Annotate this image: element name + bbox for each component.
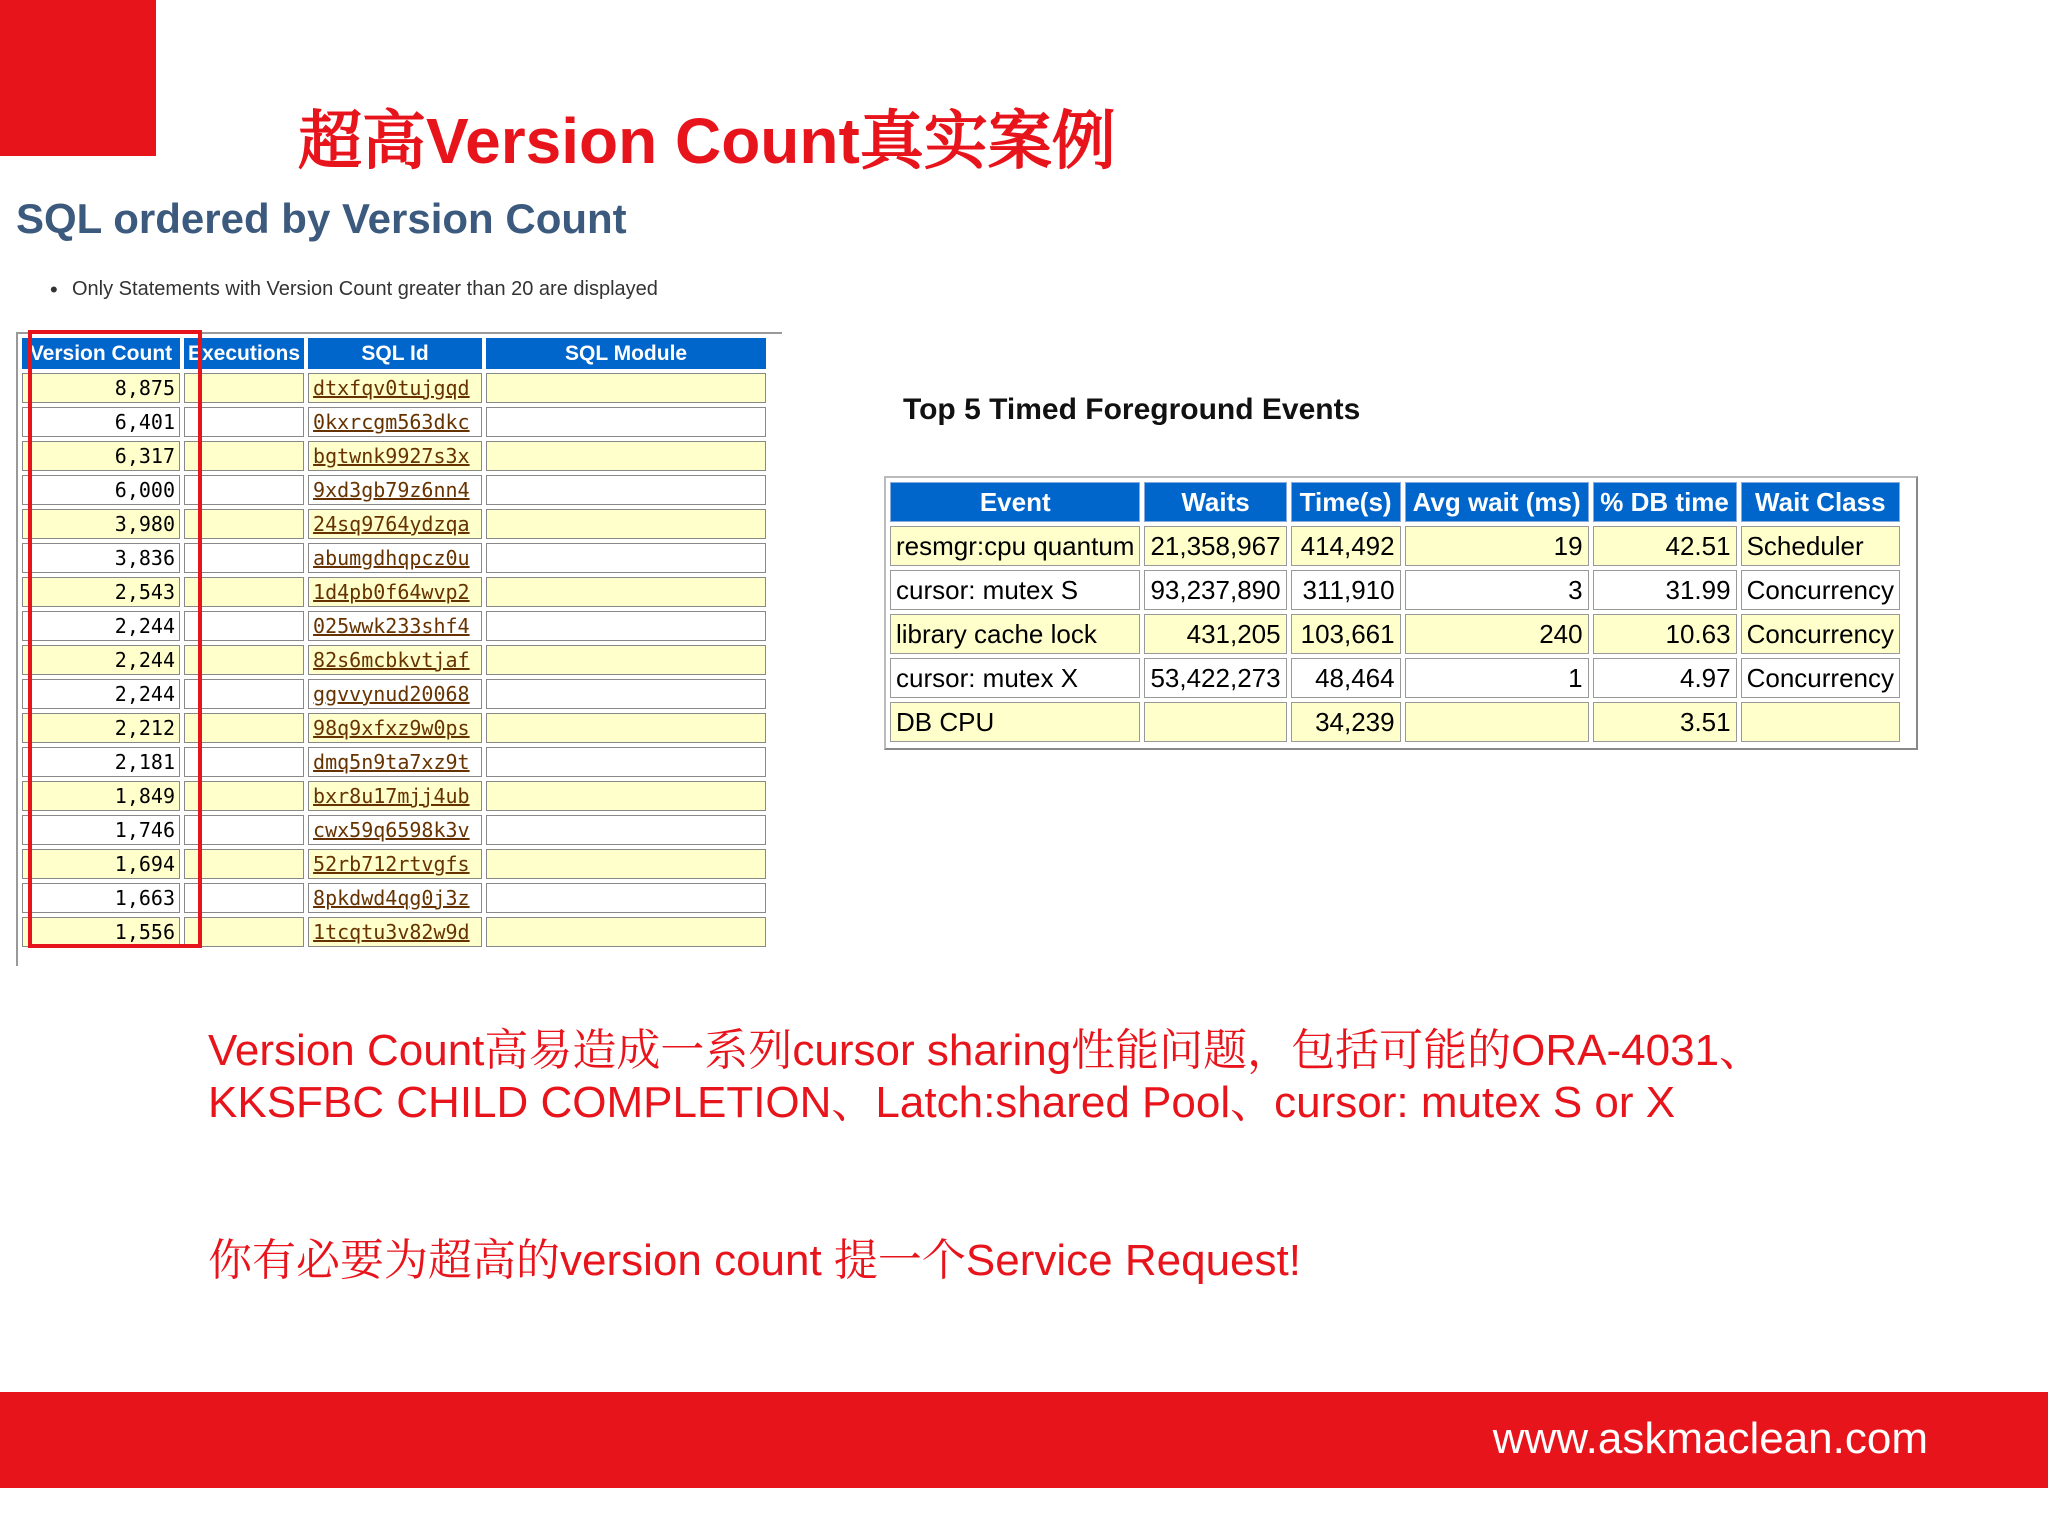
top-events-table-container xyxy=(884,476,1918,750)
cell-executions xyxy=(184,373,304,403)
cell-sql-module xyxy=(486,815,766,845)
corner-accent-block xyxy=(0,0,156,156)
cell-version-count: 8,875 xyxy=(22,373,180,403)
cell-pct-db-time: 10.63 xyxy=(1593,614,1737,654)
cell-wait-class: Concurrency xyxy=(1741,614,1900,654)
cell-wait-class: Concurrency xyxy=(1741,658,1900,698)
cell-avg-wait: 3 xyxy=(1405,570,1589,610)
cell-executions xyxy=(184,917,304,947)
cell-sql-module xyxy=(486,373,766,403)
cell-executions xyxy=(184,543,304,573)
table-row xyxy=(22,883,766,913)
version-count-table-container xyxy=(16,332,782,966)
cell-version-count: 1,556 xyxy=(22,917,180,947)
column-header-sql-id: SQL Id xyxy=(308,338,482,369)
cell-avg-wait xyxy=(1405,702,1589,742)
cell-wait-class: Scheduler xyxy=(1741,526,1900,566)
cell-pct-db-time: 31.99 xyxy=(1593,570,1737,610)
report-note: • Only Statements with Version Count greater than 20 are displayed xyxy=(72,278,658,301)
sql-id-link[interactable]: 24sq9764ydzqa xyxy=(308,509,482,539)
cell-sql-module xyxy=(486,577,766,607)
sql-id-link[interactable]: 9xd3gb79z6nn4 xyxy=(308,475,482,505)
cell-version-count: 2,244 xyxy=(22,611,180,641)
column-header-waits: Waits xyxy=(1144,482,1286,522)
cell-time: 311,910 xyxy=(1291,570,1401,610)
column-header-sql-module: SQL Module xyxy=(486,338,766,369)
cell-waits: 431,205 xyxy=(1144,614,1286,654)
cell-executions xyxy=(184,441,304,471)
footer-bar xyxy=(0,1392,2048,1488)
cell-executions xyxy=(184,509,304,539)
footer-url: www.askmaclean.com xyxy=(1492,1414,1928,1463)
cell-sql-module xyxy=(486,475,766,505)
cell-avg-wait: 240 xyxy=(1405,614,1589,654)
cell-version-count: 3,836 xyxy=(22,543,180,573)
cell-version-count: 1,694 xyxy=(22,849,180,879)
cell-version-count: 6,000 xyxy=(22,475,180,505)
sql-id-link[interactable]: 025wwk233shf4 xyxy=(308,611,482,641)
cell-sql-module xyxy=(486,917,766,947)
cell-version-count: 1,746 xyxy=(22,815,180,845)
cell-executions xyxy=(184,475,304,505)
table-row xyxy=(22,747,766,777)
explanation-text: Version Count高易造成一系列cursor sharing性能问题，包括可能的ORA-4031、KKSFBC CHILD COMPLETION、Latch:shared Pool、cursor: mutex S or X xyxy=(208,1026,1764,1127)
sql-id-link[interactable]: 8pkdwd4qg0j3z xyxy=(308,883,482,913)
cell-event: library cache lock xyxy=(890,614,1140,654)
cell-sql-module xyxy=(486,781,766,811)
cell-version-count: 2,244 xyxy=(22,679,180,709)
cell-waits: 93,237,890 xyxy=(1144,570,1286,610)
column-header-event: Event xyxy=(890,482,1140,522)
column-header-time: Time(s) xyxy=(1291,482,1401,522)
column-header-version-count: Version Count xyxy=(22,338,180,369)
table-row xyxy=(22,917,766,947)
sql-id-link[interactable]: 0kxrcgm563dkc xyxy=(308,407,482,437)
cell-executions xyxy=(184,747,304,777)
table-row xyxy=(22,679,766,709)
table-header-row xyxy=(22,338,766,369)
cell-wait-class xyxy=(1741,702,1900,742)
cell-waits: 21,358,967 xyxy=(1144,526,1286,566)
top-events-heading: Top 5 Timed Foreground Events xyxy=(903,393,1361,426)
cell-event: cursor: mutex X xyxy=(890,658,1140,698)
cell-executions xyxy=(184,577,304,607)
table-row xyxy=(890,614,1900,654)
cell-waits: 53,422,273 xyxy=(1144,658,1286,698)
cell-version-count: 2,212 xyxy=(22,713,180,743)
cell-wait-class: Concurrency xyxy=(1741,570,1900,610)
cell-event: resmgr:cpu quantum xyxy=(890,526,1140,566)
cell-version-count: 6,401 xyxy=(22,407,180,437)
sql-id-link[interactable]: 1tcqtu3v82w9d xyxy=(308,917,482,947)
table-row xyxy=(22,373,766,403)
table-header-row xyxy=(890,482,1900,522)
sql-id-link[interactable]: bgtwnk9927s3x xyxy=(308,441,482,471)
table-row xyxy=(890,570,1900,610)
sql-id-link[interactable]: abumgdhqpcz0u xyxy=(308,543,482,573)
service-request-text: 你有必要为超高的version count 提一个Service Request! xyxy=(208,1236,1301,1285)
sql-id-link[interactable]: 98q9xfxz9w0ps xyxy=(308,713,482,743)
table-row xyxy=(22,475,766,505)
cell-version-count: 2,244 xyxy=(22,645,180,675)
cell-version-count: 1,849 xyxy=(22,781,180,811)
table-row xyxy=(22,577,766,607)
cell-pct-db-time: 4.97 xyxy=(1593,658,1737,698)
slide-title: 超高Version Count真实案例 xyxy=(298,105,1116,177)
cell-version-count: 3,980 xyxy=(22,509,180,539)
table-row xyxy=(22,713,766,743)
table-row xyxy=(22,781,766,811)
cell-sql-module xyxy=(486,713,766,743)
cell-pct-db-time: 3.51 xyxy=(1593,702,1737,742)
table-row xyxy=(22,849,766,879)
column-header-executions: Executions xyxy=(184,338,304,369)
cell-avg-wait: 1 xyxy=(1405,658,1589,698)
cell-executions xyxy=(184,815,304,845)
table-row xyxy=(890,702,1900,742)
cell-time: 414,492 xyxy=(1291,526,1401,566)
sql-id-link[interactable]: 82s6mcbkvtjaf xyxy=(308,645,482,675)
sql-id-link[interactable]: 52rb712rtvgfs xyxy=(308,849,482,879)
cell-executions xyxy=(184,883,304,913)
cell-event: DB CPU xyxy=(890,702,1140,742)
cell-event: cursor: mutex S xyxy=(890,570,1140,610)
cell-avg-wait: 19 xyxy=(1405,526,1589,566)
cell-time: 103,661 xyxy=(1291,614,1401,654)
sql-id-link[interactable]: cwx59q6598k3v xyxy=(308,815,482,845)
table-row xyxy=(890,526,1900,566)
cell-sql-module xyxy=(486,407,766,437)
cell-version-count: 1,663 xyxy=(22,883,180,913)
cell-sql-module xyxy=(486,679,766,709)
cell-sql-module xyxy=(486,611,766,641)
cell-sql-module xyxy=(486,849,766,879)
table-row xyxy=(22,645,766,675)
sql-id-link[interactable]: bxr8u17mjj4ub xyxy=(308,781,482,811)
cell-version-count: 6,317 xyxy=(22,441,180,471)
table-row xyxy=(22,407,766,437)
cell-sql-module xyxy=(486,645,766,675)
cell-executions xyxy=(184,679,304,709)
top-events-table xyxy=(886,478,1904,746)
cell-sql-module xyxy=(486,747,766,777)
cell-sql-module xyxy=(486,543,766,573)
cell-pct-db-time: 42.51 xyxy=(1593,526,1737,566)
table-row xyxy=(22,543,766,573)
sql-id-link[interactable]: dmq5n9ta7xz9t xyxy=(308,747,482,777)
cell-time: 34,239 xyxy=(1291,702,1401,742)
cell-waits xyxy=(1144,702,1286,742)
cell-version-count: 2,543 xyxy=(22,577,180,607)
column-header-avg-wait: Avg wait (ms) xyxy=(1405,482,1589,522)
table-row xyxy=(22,815,766,845)
cell-executions xyxy=(184,645,304,675)
cell-time: 48,464 xyxy=(1291,658,1401,698)
cell-executions xyxy=(184,407,304,437)
cell-executions xyxy=(184,849,304,879)
cell-executions xyxy=(184,781,304,811)
sql-id-link[interactable]: 1d4pb0f64wvp2 xyxy=(308,577,482,607)
version-count-heading: SQL ordered by Version Count xyxy=(16,195,627,242)
table-row xyxy=(22,509,766,539)
version-count-table xyxy=(18,334,770,951)
cell-executions xyxy=(184,713,304,743)
cell-executions xyxy=(184,611,304,641)
column-header-wait-class: Wait Class xyxy=(1741,482,1900,522)
cell-sql-module xyxy=(486,441,766,471)
table-row xyxy=(22,611,766,641)
cell-sql-module xyxy=(486,883,766,913)
cell-version-count: 2,181 xyxy=(22,747,180,777)
table-row xyxy=(22,441,766,471)
sql-id-link[interactable]: ggvvynud20068 xyxy=(308,679,482,709)
table-row xyxy=(890,658,1900,698)
sql-id-link[interactable]: dtxfqv0tujgqd xyxy=(308,373,482,403)
column-header-pct-db-time: % DB time xyxy=(1593,482,1737,522)
cell-sql-module xyxy=(486,509,766,539)
